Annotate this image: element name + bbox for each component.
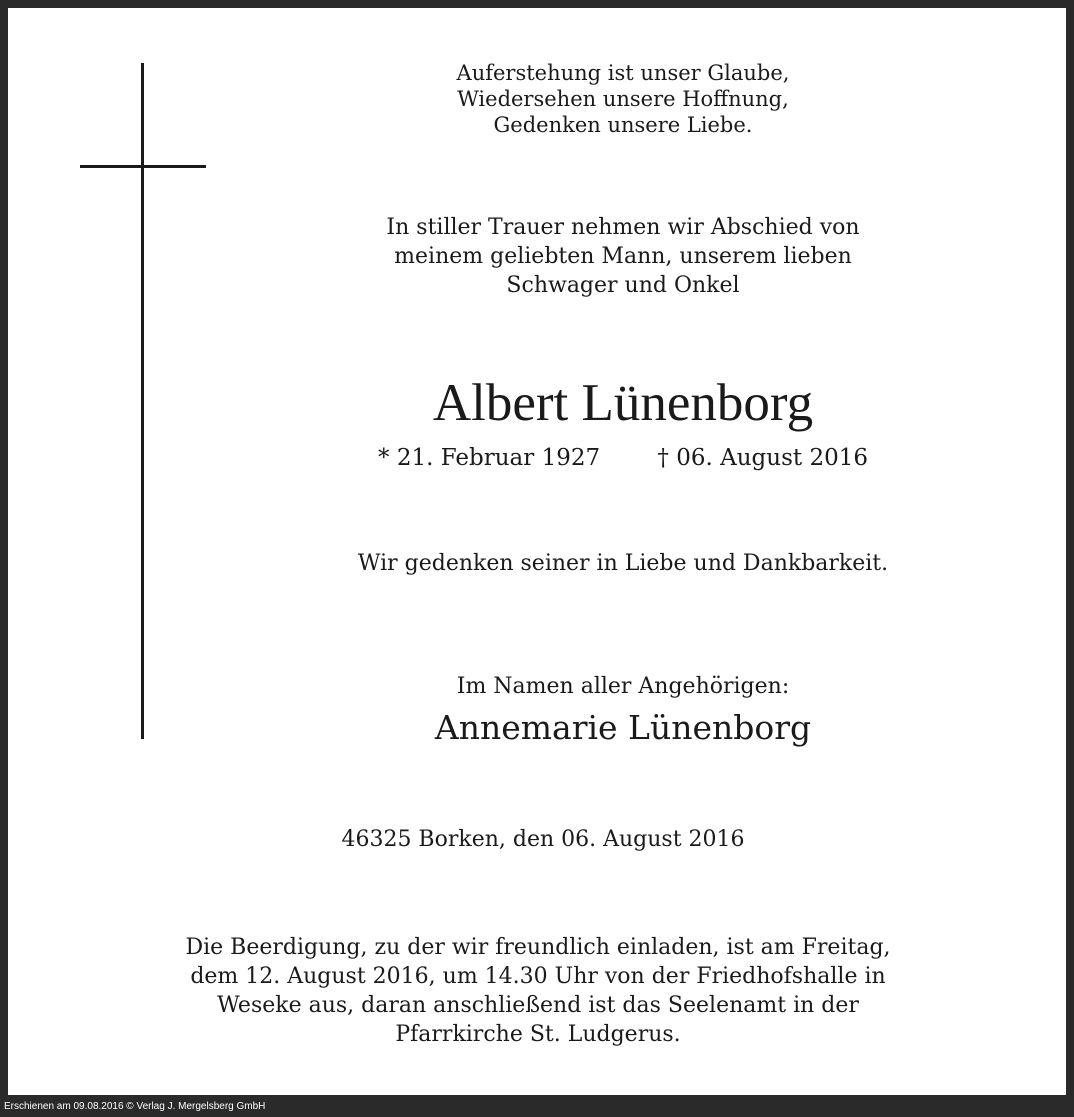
deceased-name: Albert Lünenborg bbox=[432, 374, 814, 432]
funeral-details bbox=[158, 933, 918, 1049]
obituary-notice bbox=[8, 8, 1066, 1095]
publication-footer: Erschienen am 09.08.2016 © Verlag J. Mergelsberg GmbH bbox=[4, 1101, 266, 1112]
life-dates bbox=[338, 443, 908, 473]
funeral-line: Die Beerdigung, zu der wir freundlich einladen, ist am Freitag, bbox=[185, 935, 891, 960]
remembrance-text: Wir gedenken seiner in Liebe und Dankbarkeit. bbox=[357, 551, 889, 576]
intro-line: meinem geliebten Mann, unserem lieben bbox=[394, 244, 852, 269]
cross-horizontal-bar bbox=[80, 165, 206, 168]
place-and-date: 46325 Borken, den 06. August 2016 bbox=[341, 827, 745, 852]
motto-line: Gedenken unsere Liebe. bbox=[493, 113, 753, 137]
funeral-line: dem 12. August 2016, um 14.30 Uhr von der Friedhofshalle in bbox=[190, 964, 886, 989]
death-date: † 06. August 2016 bbox=[657, 445, 868, 471]
intro-line: Schwager und Onkel bbox=[506, 273, 740, 298]
signature-name: Annemarie Lünenborg bbox=[434, 708, 812, 747]
funeral-line: Pfarrkirche St. Ludgerus. bbox=[395, 1022, 681, 1047]
intro-text bbox=[338, 213, 908, 300]
funeral-line: Weseke aus, daran anschließend ist das Seelenamt in der bbox=[217, 993, 859, 1018]
intro-line: In stiller Trauer nehmen wir Abschied von bbox=[386, 215, 860, 240]
motto-line: Wiedersehen unsere Hoffnung, bbox=[457, 87, 789, 111]
motto-line: Auferstehung ist unser Glaube, bbox=[456, 61, 790, 85]
motto bbox=[368, 60, 878, 138]
birth-date: * 21. Februar 1927 bbox=[378, 445, 601, 471]
signature-intro: Im Namen aller Angehörigen: bbox=[456, 674, 790, 699]
